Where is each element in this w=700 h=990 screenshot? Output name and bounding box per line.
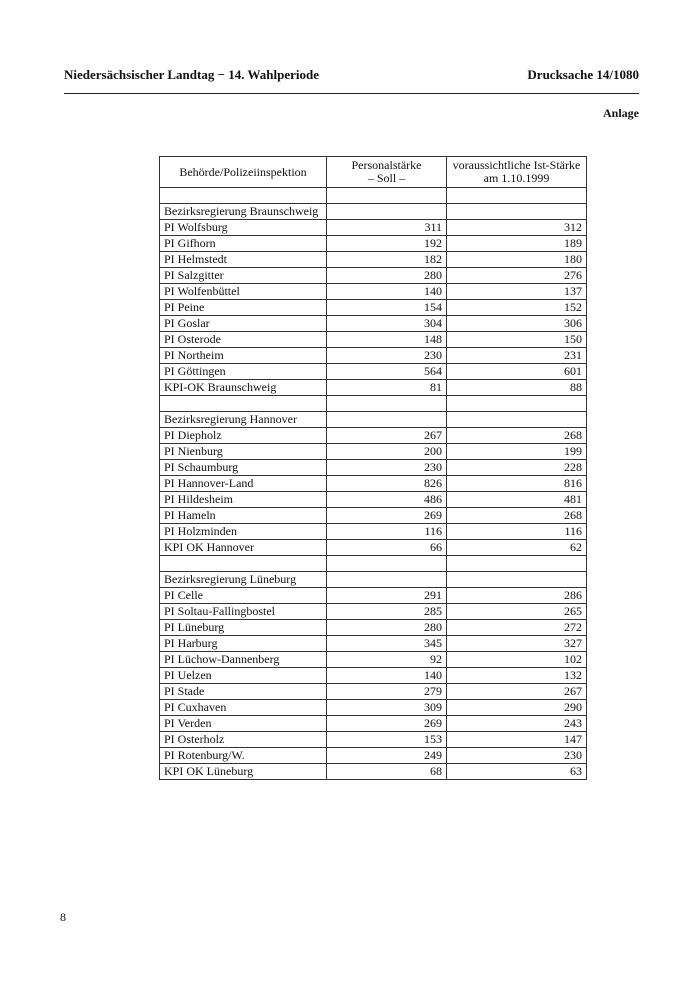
group-title: Bezirksregierung Lüneburg — [160, 572, 327, 588]
table-row — [160, 716, 587, 732]
authority-name: KPI-OK Braunschweig — [160, 380, 327, 396]
table-row — [160, 764, 587, 780]
target-strength-value: 311 — [327, 220, 447, 236]
actual-strength-value: 132 — [447, 668, 587, 684]
spacer-row — [160, 396, 587, 412]
authority-name: PI Hildesheim — [160, 492, 327, 508]
table-row — [160, 668, 587, 684]
target-strength-value: 182 — [327, 252, 447, 268]
target-strength-value: 230 — [327, 348, 447, 364]
authority-name: PI Wolfenbüttel — [160, 284, 327, 300]
empty-cell — [327, 556, 447, 572]
actual-strength-value: 116 — [447, 524, 587, 540]
empty-cell — [447, 412, 587, 428]
actual-strength-value: 137 — [447, 284, 587, 300]
target-strength-value: 269 — [327, 508, 447, 524]
spacer-row — [160, 188, 587, 204]
table-row — [160, 460, 587, 476]
table-row — [160, 220, 587, 236]
target-strength-value: 230 — [327, 460, 447, 476]
actual-strength-value: 231 — [447, 348, 587, 364]
table-row — [160, 252, 587, 268]
authority-name: PI Diepholz — [160, 428, 327, 444]
authority-name: PI Holzminden — [160, 524, 327, 540]
group-header-row — [160, 572, 587, 588]
authority-name: PI Rotenburg/W. — [160, 748, 327, 764]
column-header-target-strength — [327, 157, 447, 188]
actual-strength-value: 286 — [447, 588, 587, 604]
actual-strength-value: 276 — [447, 268, 587, 284]
target-strength-value: 564 — [327, 364, 447, 380]
group-header-row — [160, 204, 587, 220]
empty-cell — [447, 204, 587, 220]
spacer-row — [160, 556, 587, 572]
column-header-target-line2: – Soll – — [367, 171, 406, 185]
authority-name: PI Göttingen — [160, 364, 327, 380]
table-row — [160, 380, 587, 396]
table-row — [160, 284, 587, 300]
empty-cell — [327, 188, 447, 204]
authority-name: PI Peine — [160, 300, 327, 316]
empty-cell — [327, 396, 447, 412]
target-strength-value: 153 — [327, 732, 447, 748]
target-strength-value: 486 — [327, 492, 447, 508]
table-row — [160, 604, 587, 620]
target-strength-value: 148 — [327, 332, 447, 348]
table-row — [160, 748, 587, 764]
empty-cell — [160, 556, 327, 572]
target-strength-value: 249 — [327, 748, 447, 764]
authority-name: KPI OK Lüneburg — [160, 764, 327, 780]
authority-name: PI Hameln — [160, 508, 327, 524]
target-strength-value: 285 — [327, 604, 447, 620]
table-row — [160, 620, 587, 636]
empty-cell — [327, 204, 447, 220]
target-strength-value: 291 — [327, 588, 447, 604]
target-strength-value: 280 — [327, 620, 447, 636]
header-document-number: Drucksache 14/1080 — [527, 67, 639, 82]
group-title: Bezirksregierung Braunschweig — [160, 204, 327, 220]
table-header-row — [160, 157, 587, 188]
table-row — [160, 300, 587, 316]
authority-name: PI Lüchow-Dannenberg — [160, 652, 327, 668]
target-strength-value: 269 — [327, 716, 447, 732]
actual-strength-value: 265 — [447, 604, 587, 620]
table-row — [160, 524, 587, 540]
actual-strength-value: 189 — [447, 236, 587, 252]
column-header-actual-line1: voraussichtliche Ist-Stärke — [452, 158, 581, 172]
target-strength-value: 66 — [327, 540, 447, 556]
target-strength-value: 280 — [327, 268, 447, 284]
authority-name: PI Osterholz — [160, 732, 327, 748]
table-row — [160, 332, 587, 348]
table-row — [160, 268, 587, 284]
table-row — [160, 444, 587, 460]
actual-strength-value: 62 — [447, 540, 587, 556]
actual-strength-value: 601 — [447, 364, 587, 380]
target-strength-value: 68 — [327, 764, 447, 780]
actual-strength-value: 88 — [447, 380, 587, 396]
annex-label: Anlage — [603, 106, 639, 120]
empty-cell — [447, 188, 587, 204]
table-row — [160, 492, 587, 508]
actual-strength-value: 816 — [447, 476, 587, 492]
target-strength-value: 81 — [327, 380, 447, 396]
table-row — [160, 316, 587, 332]
target-strength-value: 304 — [327, 316, 447, 332]
actual-strength-value: 102 — [447, 652, 587, 668]
page-header — [64, 67, 639, 83]
authority-name: PI Osterode — [160, 332, 327, 348]
column-header-actual-strength — [447, 157, 587, 188]
table-row — [160, 476, 587, 492]
authority-name: PI Hannover-Land — [160, 476, 327, 492]
actual-strength-value: 268 — [447, 508, 587, 524]
actual-strength-value: 327 — [447, 636, 587, 652]
empty-cell — [447, 556, 587, 572]
actual-strength-value: 228 — [447, 460, 587, 476]
empty-cell — [327, 572, 447, 588]
empty-cell — [447, 396, 587, 412]
actual-strength-value: 199 — [447, 444, 587, 460]
header-parliament-title: Niedersächsischer Landtag − 14. Wahlperiode — [64, 67, 320, 82]
page-number: 8 — [60, 910, 66, 924]
actual-strength-value: 267 — [447, 684, 587, 700]
target-strength-value: 200 — [327, 444, 447, 460]
authority-name: PI Goslar — [160, 316, 327, 332]
authority-name: PI Schaumburg — [160, 460, 327, 476]
empty-cell — [160, 396, 327, 412]
table-row — [160, 364, 587, 380]
column-header-target-line1: Personalstärke — [351, 158, 422, 172]
target-strength-value: 309 — [327, 700, 447, 716]
table-row — [160, 732, 587, 748]
actual-strength-value: 180 — [447, 252, 587, 268]
authority-name: PI Verden — [160, 716, 327, 732]
authority-name: PI Soltau-Fallingbostel — [160, 604, 327, 620]
table-row — [160, 700, 587, 716]
actual-strength-value: 290 — [447, 700, 587, 716]
column-header-authority: Behörde/Polizeiinspektion — [160, 157, 327, 188]
authority-name: PI Nienburg — [160, 444, 327, 460]
authority-name: PI Northeim — [160, 348, 327, 364]
authority-name: PI Celle — [160, 588, 327, 604]
target-strength-value: 140 — [327, 668, 447, 684]
target-strength-value: 345 — [327, 636, 447, 652]
table-row — [160, 684, 587, 700]
group-title: Bezirksregierung Hannover — [160, 412, 327, 428]
authority-name: PI Salzgitter — [160, 268, 327, 284]
actual-strength-value: 243 — [447, 716, 587, 732]
table-row — [160, 540, 587, 556]
column-header-actual-line2: am 1.10.1999 — [483, 171, 550, 185]
authority-name: PI Gifhorn — [160, 236, 327, 252]
header-divider — [64, 93, 639, 94]
actual-strength-value: 147 — [447, 732, 587, 748]
table-row — [160, 652, 587, 668]
police-staffing-table — [159, 156, 587, 780]
authority-name: PI Wolfsburg — [160, 220, 327, 236]
target-strength-value: 267 — [327, 428, 447, 444]
table-row — [160, 348, 587, 364]
target-strength-value: 140 — [327, 284, 447, 300]
target-strength-value: 154 — [327, 300, 447, 316]
authority-name: PI Stade — [160, 684, 327, 700]
table-row — [160, 508, 587, 524]
target-strength-value: 826 — [327, 476, 447, 492]
authority-name: PI Lüneburg — [160, 620, 327, 636]
authority-name: KPI OK Hannover — [160, 540, 327, 556]
target-strength-value: 92 — [327, 652, 447, 668]
actual-strength-value: 63 — [447, 764, 587, 780]
actual-strength-value: 306 — [447, 316, 587, 332]
table-row — [160, 636, 587, 652]
empty-cell — [327, 412, 447, 428]
group-header-row — [160, 412, 587, 428]
authority-name: PI Cuxhaven — [160, 700, 327, 716]
authority-name: PI Helmstedt — [160, 252, 327, 268]
authority-name: PI Uelzen — [160, 668, 327, 684]
actual-strength-value: 150 — [447, 332, 587, 348]
actual-strength-value: 152 — [447, 300, 587, 316]
actual-strength-value: 272 — [447, 620, 587, 636]
actual-strength-value: 230 — [447, 748, 587, 764]
actual-strength-value: 312 — [447, 220, 587, 236]
table-row — [160, 428, 587, 444]
table-row — [160, 588, 587, 604]
target-strength-value: 116 — [327, 524, 447, 540]
table-body — [160, 188, 587, 780]
target-strength-value: 279 — [327, 684, 447, 700]
table-row — [160, 236, 587, 252]
empty-cell — [447, 572, 587, 588]
authority-name: PI Harburg — [160, 636, 327, 652]
empty-cell — [160, 188, 327, 204]
target-strength-value: 192 — [327, 236, 447, 252]
actual-strength-value: 481 — [447, 492, 587, 508]
actual-strength-value: 268 — [447, 428, 587, 444]
